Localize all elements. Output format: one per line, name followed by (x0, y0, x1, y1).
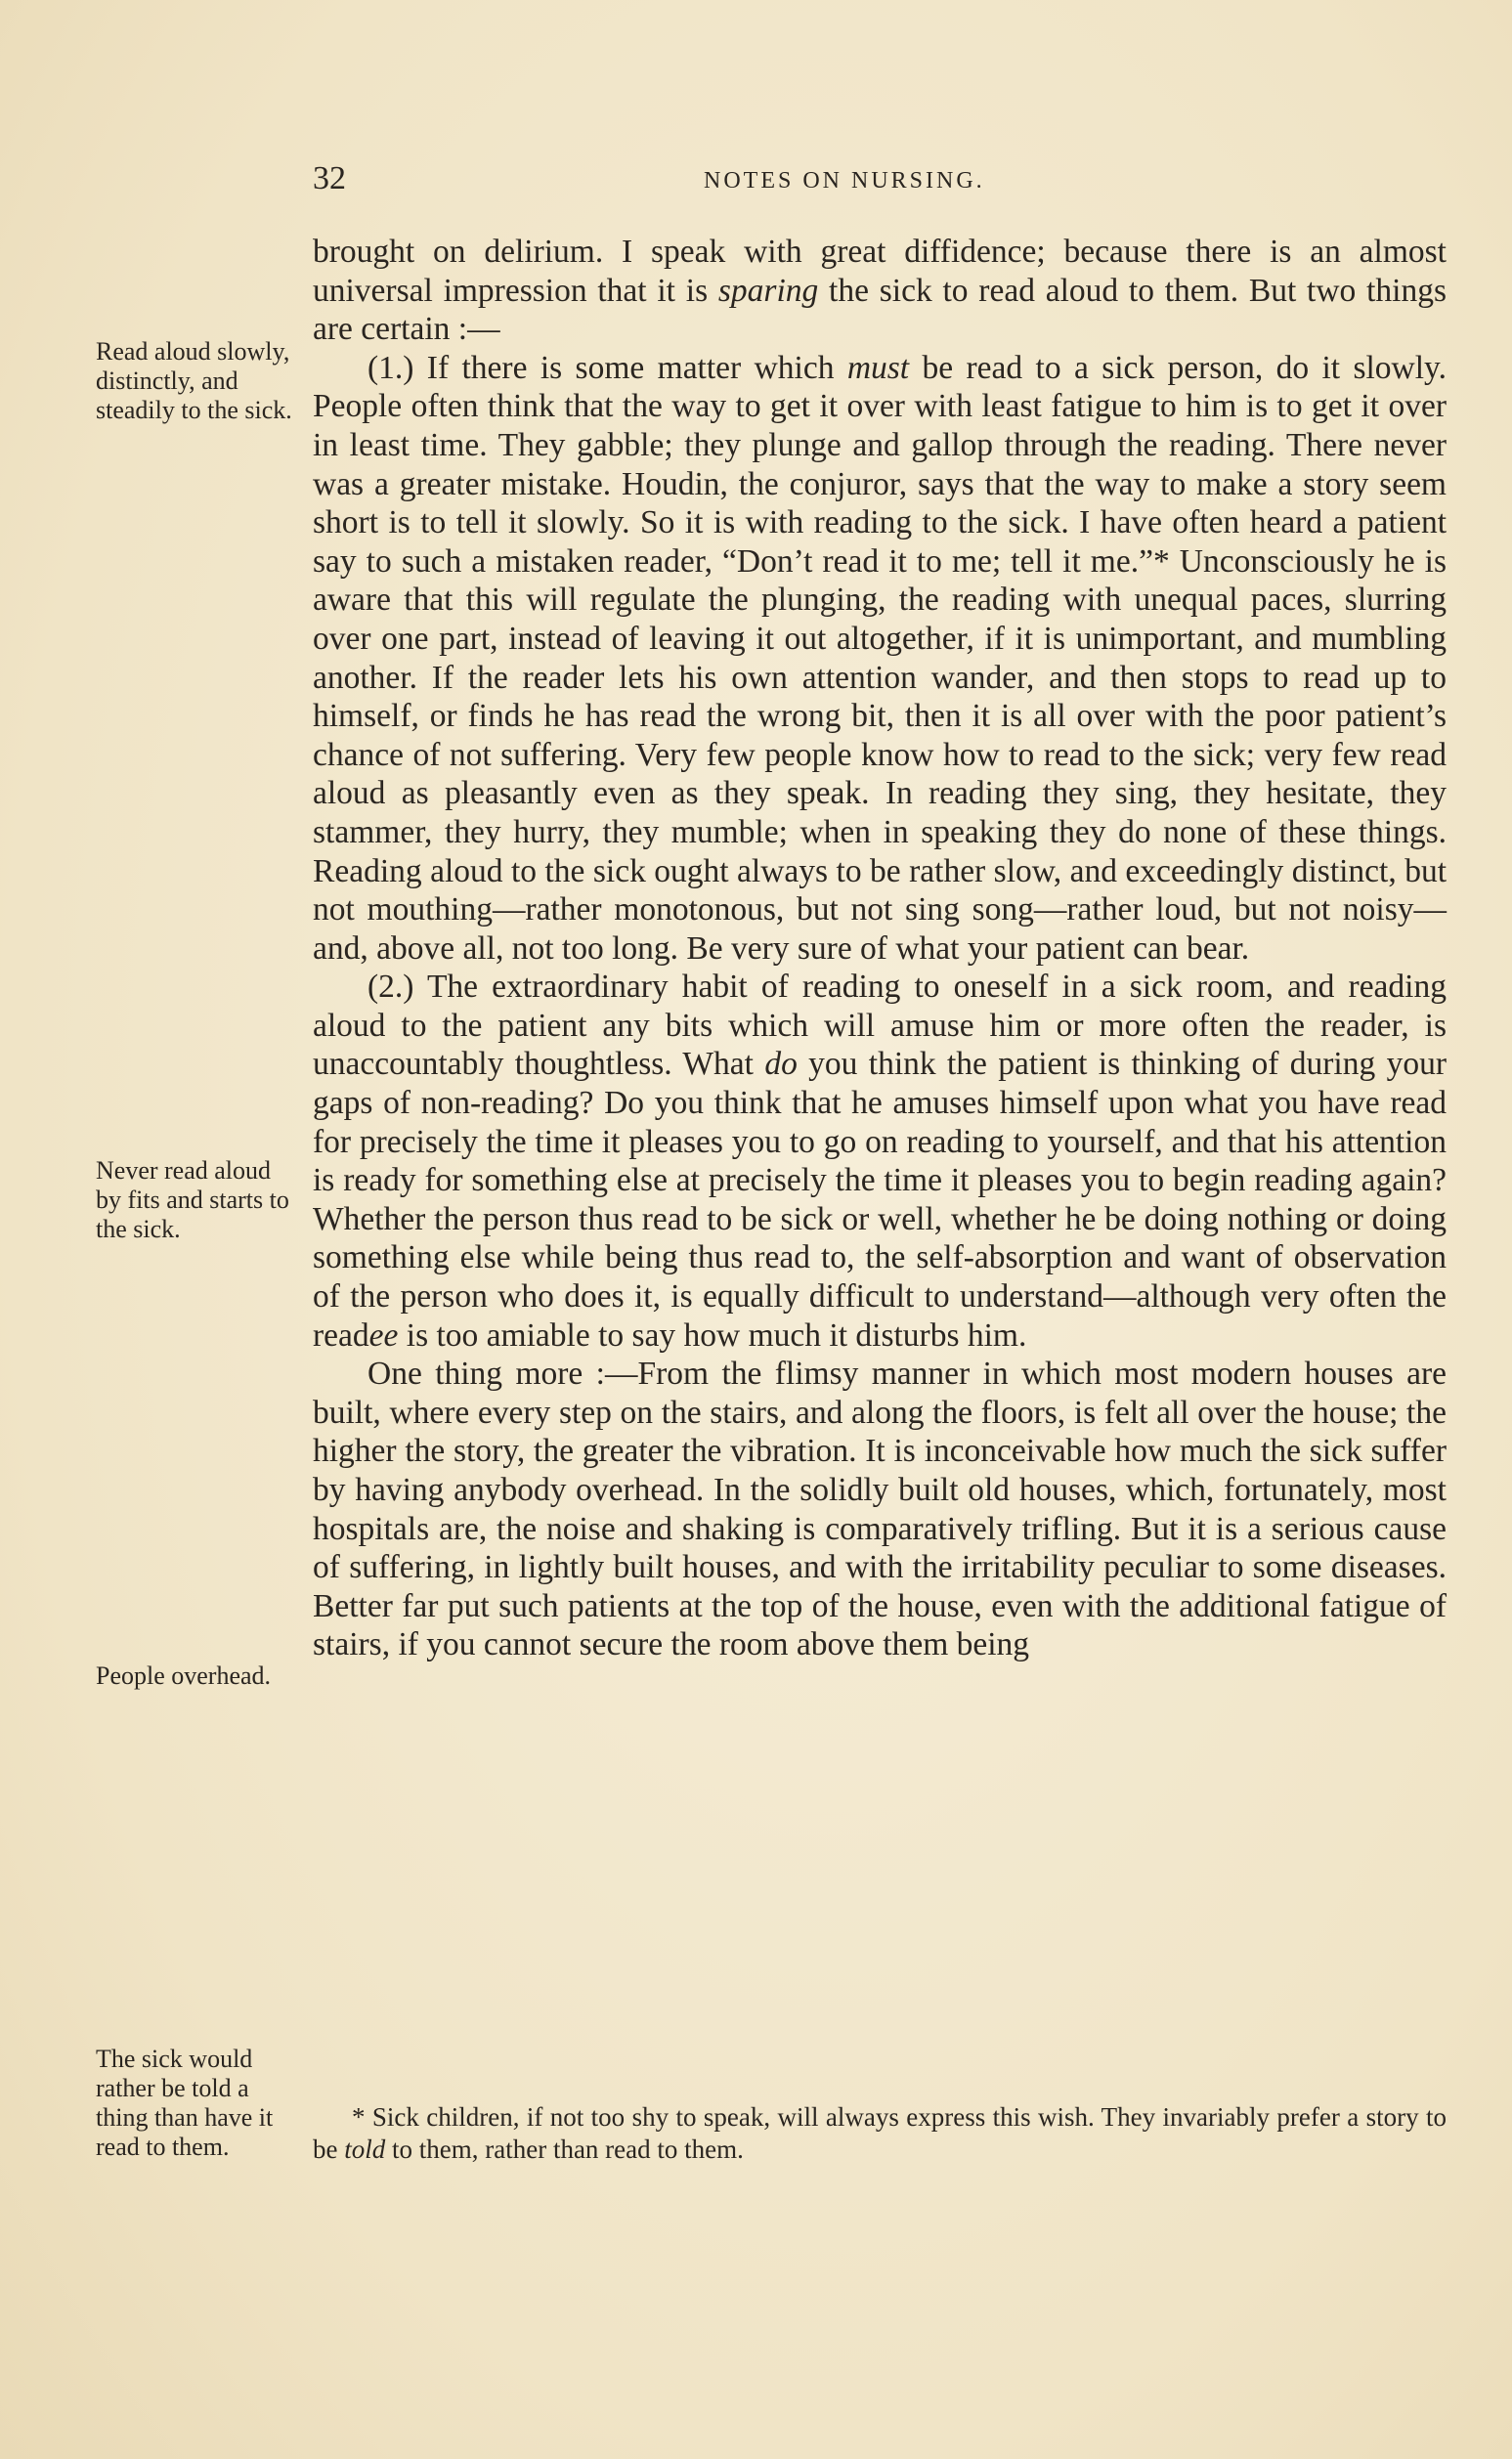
emphasis-told: told (344, 2135, 386, 2164)
marginal-note-fits-and-starts: Never read aloud by fits and starts to the sick. (96, 1156, 289, 1243)
paragraph-reading-to-oneself: (2.) The extraordinary habit of reading to oneself in a sick room, and reading aloud to the patient any bits which will amuse him or more often the reader, is unaccountably thoughtless. What do you think the patient is thinking of during your gaps of non-reading? Do you think that he amuses himself upon what you have read for precisely the time it pleases you to go on reading to yourself, and that his attention is ready for something else at precisely the time it pleases you to begin reading again? Whether the person thus read to be sick or well, whether he be doing nothing or doing something else while being thus read to, the self-absorption and want of observation of the person who does it, is equally difficult to understand—although very often the readee is too amiable to say how much it disturbs him. (313, 969, 1447, 1354)
body-text (313, 233, 1447, 1664)
emphasis-ee: ee (368, 1316, 399, 1354)
page-header (313, 160, 1447, 199)
footnote (313, 2101, 1447, 2166)
page-number: 32 (313, 160, 346, 196)
paragraph-delirium: brought on delirium. I speak with great diffidence; because there is an almost universal impression that it is sparing the sick to read aloud to them. But two things are certain :— (313, 234, 1447, 348)
running-title: NOTES ON NURSING. (704, 168, 985, 194)
emphasis-sparing: sparing (717, 272, 819, 309)
paragraph-people-overhead: One thing more :—From the flimsy manner in which most modern houses are built, where every step on the stairs, and along the floors, is felt all over the house; the higher the story, the greater the vibration. It is inconceivable how much the sick suffer by having anybody overhead. In the solidly built old houses, which, fortunately, most hospitals are, the noise and shaking is comparatively trifling. But it is a serious cause of suffering, in lightly built houses, and with the irritability peculiar to some diseases. Better far put such patients at the top of the house, even with the additional fatigue of stairs, if you cannot secure the room above them being (313, 1356, 1447, 1663)
emphasis-do: do (764, 1046, 798, 1083)
marginal-note-told-not-read: The sick would rather be told a thing than have it read to them. (96, 2045, 274, 2161)
footnote-text: * Sick children, if not too shy to speak, will always express this wish. They invariably prefer a story to be told to them, rather than read to them. (313, 2102, 1447, 2164)
paragraph-read-slowly: (1.) If there is some matter which must be read to a sick person, do it slowly. People often think that the way to get it over with least fatigue to him is to get it over in least time. They gabble; they plunge and gallop through the reading. There never was a greater mistake. Houdin, the conjuror, says that the way to make a story seem short is to tell it slowly. So it is with reading to the sick. I have often heard a patient say to such a mistaken reader, “Don’t read it to me; tell it me.”* Unconsciously he is aware that this will regulate the plunging, the reading with unequal paces, slurring over one part, instead of leaving it out altogether, if it is unimportant, and mumbling another. If the reader lets his own attention wander, and then stops to read up to himself, or finds he has read the wrong bit, then it is all over with the poor patient’s chance of not suffering. Very few people know how to read to the sick; very few read aloud as pleasantly even as they speak. In reading they sing, they hesitate, they stammer, they hurry, they mumble; when in speaking they do none of these things. Reading aloud to the sick ought always to be rather slow, and exceedingly distinct, but not mouthing—rather monotonous, but not sing song—rather loud, but not noisy—and, above all, not too long. Be very sure of what your patient can bear. (313, 349, 1447, 967)
marginal-note-read-slowly: Read aloud slowly, distinctly, and steadily to the sick. (96, 337, 292, 424)
marginal-note-people-overhead: People overhead. (96, 1661, 272, 1690)
emphasis-must: must (846, 349, 910, 386)
